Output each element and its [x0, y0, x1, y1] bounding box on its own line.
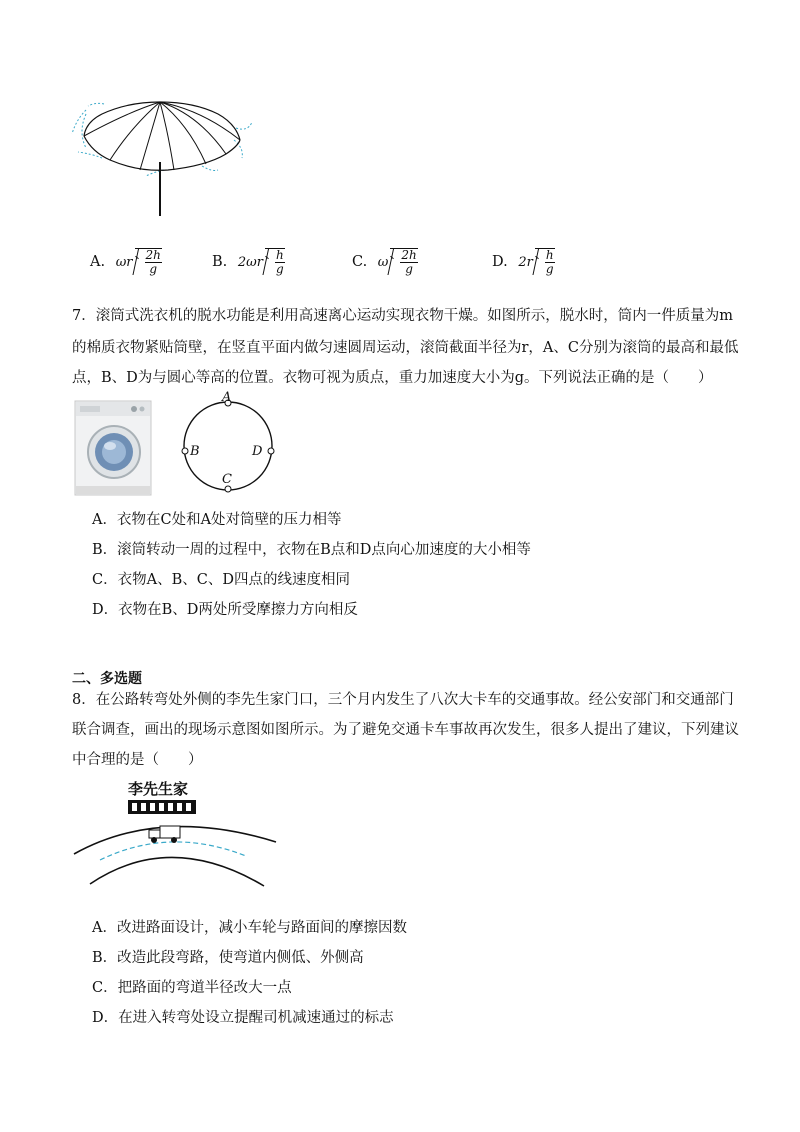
section-title: 二、多选题 [72, 671, 142, 687]
sqrt-symbol: $\frac{h}{g}$ [535, 248, 555, 276]
q7-option-c[interactable]: C．衣物A、B、C、D四点的线速度相同 [92, 572, 350, 588]
q8-stem-line-2: 联合调查，画出的现场示意图如图所示。为了避免交通卡车事故再次发生，很多人提出了建议，下列建议 [72, 722, 739, 738]
q8-stem-line-1: 8．在公路转弯处外侧的李先生家门口，三个月内发生了八次大卡车的交通事故。经公安部门和交通部门 [72, 692, 734, 708]
q8-option-b[interactable]: B．改造此段弯路，使弯道内侧低、外侧高 [92, 950, 364, 966]
sqrt-symbol: $\frac{2h}{g}$ [390, 248, 417, 276]
q6-option-b[interactable]: B. 2ωr $\frac{h}{g}$ [212, 248, 284, 276]
label-b: B [190, 444, 200, 459]
washing-machine-image [74, 400, 152, 496]
umbrella-figure [68, 92, 258, 222]
label-a: A [222, 390, 232, 405]
q6-option-a[interactable]: A. ωr $\frac{2h}{g}$ [90, 248, 161, 276]
q8-stem-line-3: 中合理的是（ ） [72, 752, 203, 768]
road-curve-diagram [70, 796, 280, 890]
q7-option-b[interactable]: B．滚筒转动一周的过程中，衣物在B点和D点向心加速度的大小相等 [92, 542, 531, 558]
house-label: 李先生家 [128, 780, 189, 798]
q7-stem-line-3: 点，B、D为与圆心等高的位置。衣物可视为质点，重力加速度大小为g。下列说法正确的是（ ） [72, 370, 713, 386]
q8-option-d[interactable]: D．在进入转弯处设立提醒司机减速通过的标志 [92, 1010, 394, 1026]
q7-option-d[interactable]: D．衣物在B、D两处所受摩擦力方向相反 [92, 602, 358, 618]
q7-option-a[interactable]: A．衣物在C处和A处对筒壁的压力相等 [92, 512, 342, 528]
q6-option-d[interactable]: D. 2r $\frac{h}{g}$ [492, 248, 554, 276]
sqrt-symbol: $\frac{2h}{g}$ [135, 248, 162, 276]
q6-option-c[interactable]: C. ω $\frac{2h}{g}$ [352, 248, 417, 276]
q7-stem-line-2: 的棉质衣物紧贴筒壁，在竖直平面内做匀速圆周运动，滚筒截面半径为r，A、C分别为滚筒的最高和最低 [72, 340, 739, 356]
q8-option-c[interactable]: C．把路面的弯道半径改大一点 [92, 980, 292, 996]
label-d: D [252, 444, 263, 459]
q7-stem-line-1: 7．滚筒式洗衣机的脱水功能是利用高速离心运动实现衣物干燥。如图所示，脱水时，筒内一件质量为m [72, 308, 733, 324]
sqrt-symbol: $\frac{h}{g}$ [265, 248, 285, 276]
q8-option-a[interactable]: A．改进路面设计，减小车轮与路面间的摩擦因数 [92, 920, 407, 936]
label-c: C [222, 472, 232, 487]
